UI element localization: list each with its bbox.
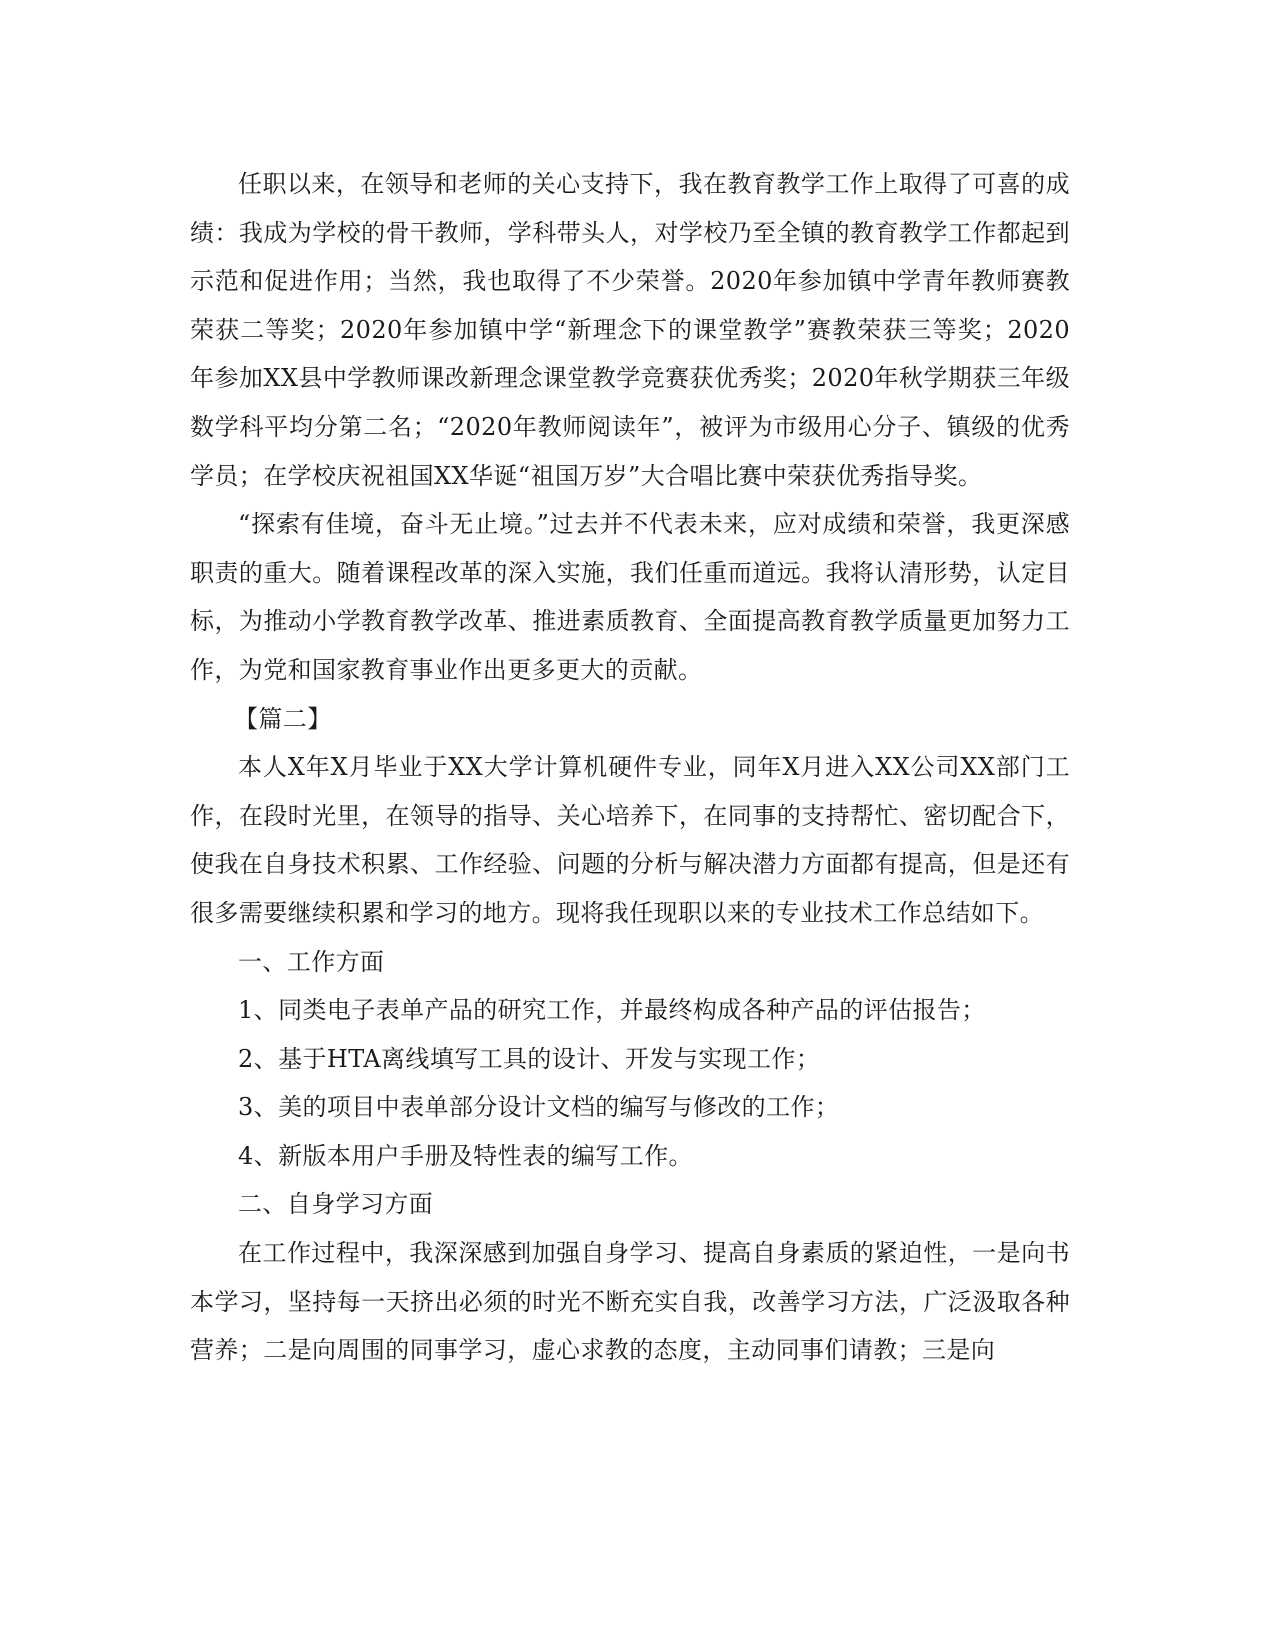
section-heading-part-two: 【篇二】 [234, 704, 332, 733]
list-item-1: 1、同类电子表单产品的研究工作，并最终构成各种产品的评估报告； [238, 996, 986, 1025]
paragraph-self-study: 在工作过程中，我深深感到加强自身学习、提高自身素质的紧迫性，一是向书本学习，坚持每一天挤出必须的时光不断充实自我，改善学习方法，广泛汲取各种营养；二是向周围的同事学习，虚心求教的态度，主动同事们请教；三是向 [190, 1239, 1070, 1365]
document-body [190, 160, 1070, 1375]
paragraph-achievements: 任职以来，在领导和老师的关心支持下，我在教育教学工作上取得了可喜的成绩：我成为学校的骨干教师，学科带头人，对学校乃至全镇的教育教学工作都起到示范和促进作用；当然，我也取得了不少荣誉。2020年参加镇中学青年教师赛教荣获二等奖；2020年参加镇中学“新理念下的课堂教学”赛教荣获三等奖；2020年参加XX县中学教师课改新理念课堂教学竞赛获优秀奖；2020年秋学期获三年级数学科平均分第二名；“2020年教师阅读年”，被评为市级用心分子、镇级的优秀学员；在学校庆祝祖国XX华诞“祖国万岁”大合唱比赛中荣获优秀指导奖。 [190, 170, 1070, 490]
list-item-3: 3、美的项目中表单部分设计文档的编写与修改的工作； [238, 1093, 840, 1122]
heading-self-study: 二、自身学习方面 [238, 1190, 434, 1219]
list-item-2: 2、基于HTA离线填写工具的设计、开发与实现工作； [238, 1044, 821, 1073]
list-item-4: 4、新版本用户手册及特性表的编写工作。 [238, 1141, 693, 1170]
paragraph-outlook: “探索有佳境，奋斗无止境。”过去并不代表未来，应对成绩和荣誉，我更深感职责的重大。随着课程改革的深入实施，我们任重而道远。我将认清形势，认定目标，为推动小学教育教学改革、推进素质教育、全面提高教育教学质量更加努力工作，为党和国家教育事业作出更多更大的贡献。 [190, 510, 1070, 684]
paragraph-introduction: 本人X年X月毕业于XX大学计算机硬件专业，同年X月进入XX公司XX部门工作，在段时光里，在领导的指导、关心培养下，在同事的支持帮忙、密切配合下，使我在自身技术积累、工作经验、问题的分析与解决潜力方面都有提高，但是还有很多需要继续积累和学习的地方。现将我任现职以来的专业技术工作总结如下。 [190, 753, 1070, 927]
heading-work-aspects: 一、工作方面 [238, 947, 385, 976]
